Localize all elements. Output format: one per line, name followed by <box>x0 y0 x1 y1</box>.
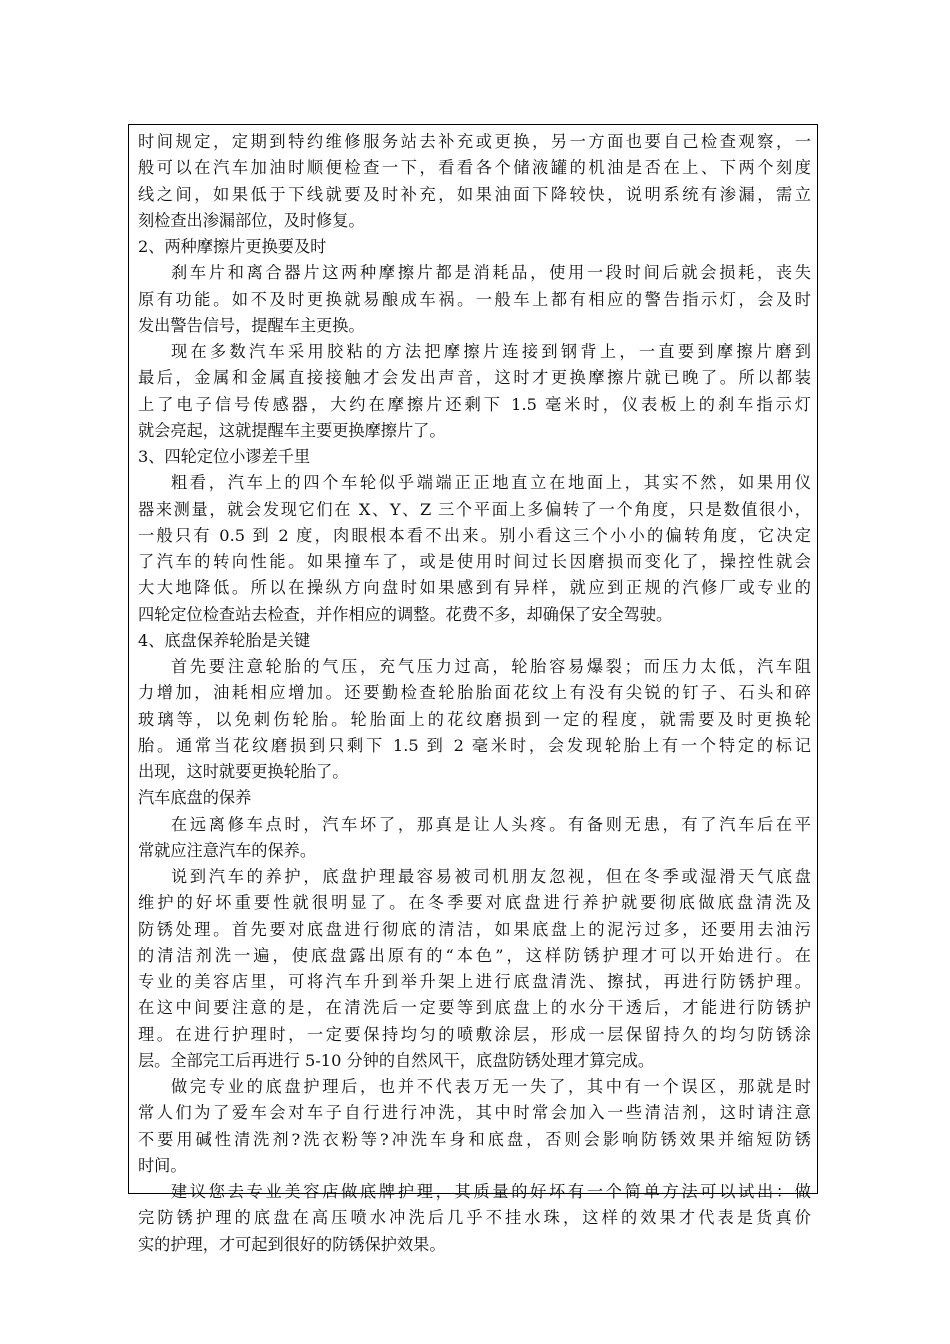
text-line: 器来测量，就会发现它们在 X、Y、Z 三个平面上多偏转了一个角度，只是数值很小， <box>138 499 811 519</box>
text-line: 完防锈护理的底盘在高压喷水冲洗后几乎不挂水珠，这样的效果才代表是货真价 <box>138 1208 811 1228</box>
section-heading: 2、两种摩擦片更换要及时 <box>138 237 327 256</box>
text-line: 建议您去专业美容店做底牌护理，其质量的好坏有一个简单方法可以试出：做 <box>171 1182 811 1201</box>
text-line: 原有功能。如不及时更换就易酿成车祸。一般车上都有相应的警告指示灯，会及时 <box>138 289 811 309</box>
text-line: 防锈处理。首先要对底盘进行彻底的清洁，如果底盘上的泥污过多，还要用去油污 <box>138 919 811 939</box>
text-line: 实的护理，才可起到很好的防锈保护效果。 <box>138 1234 446 1254</box>
text-line: 玻璃等，以免刺伤轮胎。轮胎面上的花纹磨损到一定的程度，就需要及时更换轮 <box>138 709 811 729</box>
text-line: 时间。 <box>138 1155 187 1175</box>
section-heading: 3、四轮定位小谬差千里 <box>138 447 311 466</box>
text-line: 一般只有 0.5 到 2 度，肉眼根本看不出来。别小看这三个小小的偏转角度，它决定 <box>138 525 811 545</box>
text-line: 发出警告信号，提醒车主更换。 <box>138 315 365 335</box>
text-line: 专业的美容店里，可将汽车升到举升架上进行底盘清洗、擦拭，再进行防锈护理。 <box>138 972 811 991</box>
text-line: 在远离修车点时，汽车坏了，那真是让人头疼。有备则无患，有了汽车后在平 <box>171 814 811 834</box>
document-body <box>138 129 811 1258</box>
text-line: 粗看，汽车上的四个车轮似乎端端正正地直立在地面上，其实不然，如果用仪 <box>171 473 811 493</box>
text-line: 般可以在汽车加油时顺便检查一下，看看各个储液罐的机油是否在上、下两个刻度 <box>138 158 811 178</box>
text-line: 就会亮起，这就提醒车主要更换摩擦片了。 <box>138 420 446 440</box>
text-line: 首先要注意轮胎的气压，充气压力过高，轮胎容易爆裂；而压力太低，汽车阻 <box>171 657 811 676</box>
text-line: 上了电子信号传感器，大约在摩擦片还剩下 1.5 毫米时，仪表板上的刹车指示灯 <box>138 394 811 414</box>
text-line: 说到汽车的养护，底盘护理最容易被司机朋友忽视，但在冬季或湿滑天气底盘 <box>171 867 811 886</box>
text-line: 出现，这时就要更换轮胎了。 <box>138 762 349 781</box>
text-line: 维护的好坏重要性就很明显了。在冬季要对底盘进行养护就要彻底做底盘清洗及 <box>138 893 811 913</box>
section-heading: 4、底盘保养轮胎是关键 <box>138 630 311 650</box>
text-line: 现在多数汽车采用胶粘的方法把摩擦片连接到钢背上，一直要到摩擦片磨到 <box>171 342 811 361</box>
text-line: 力增加，油耗相应增加。还要勤检查轮胎胎面花纹上有没有尖锐的钉子、石头和碎 <box>138 683 811 703</box>
text-line: 四轮定位检查站去检查，并作相应的调整。花费不多，却确保了安全驾驶。 <box>138 604 673 624</box>
text-line: 常就应注意汽车的保养。 <box>138 840 317 860</box>
text-line: 常人们为了爱车会对车子自行进行冲洗，其中时常会加入一些清洁剂，这时请注意 <box>138 1103 811 1123</box>
document-frame <box>128 124 818 1254</box>
text-line: 层。全部完工后再进行 5-10 分钟的自然风干，底盘防锈处理才算完成。 <box>138 1050 655 1070</box>
section-heading: 汽车底盘的保养 <box>138 788 252 808</box>
text-line: 刻检查出渗漏部位，及时修复。 <box>138 210 365 230</box>
text-line: 胎。通常当花纹磨损到只剩下 1.5 到 2 毫米时，会发现轮胎上有一个特定的标记 <box>138 735 811 755</box>
text-line: 最后，金属和金属直接接触才会发出声音，这时才更换摩擦片就已晚了。所以都装 <box>138 368 811 388</box>
text-line: 的清洁剂洗一遍，使底盘露出原有的“本色”，这样防锈护理才可以开始进行。在 <box>138 945 811 965</box>
text-line: 刹车片和离合器片这两种摩擦片都是消耗品，使用一段时间后就会损耗，丧失 <box>171 263 811 283</box>
text-line: 在这中间要注意的是，在清洗后一定要等到底盘上的水分干透后，才能进行防锈护 <box>138 998 811 1018</box>
text-line: 线之间，如果低于下线就要及时补充，如果油面下降较快，说明系统有渗漏，需立 <box>138 184 811 204</box>
text-line: 不要用碱性清洗剂?洗衣粉等?冲洗车身和底盘，否则会影响防锈效果并缩短防锈 <box>138 1129 811 1149</box>
text-line: 时间规定，定期到特约维修服务站去补充或更换，另一方面也要自己检查观察，一 <box>138 132 811 151</box>
text-line: 理。在进行护理时，一定要保持均匀的喷敷涂层，形成一层保留持久的均匀防锈涂 <box>138 1024 811 1044</box>
text-line: 了汽车的转向性能。如果撞车了，或是使用时间过长因磨损而变化了，操控性就会 <box>138 552 811 571</box>
text-line: 做完专业的底盘护理后，也并不代表万无一失了，其中有一个误区，那就是时 <box>171 1077 811 1096</box>
text-line: 大大地降低。所以在操纵方向盘时如果感到有异样，就应到正规的汽修厂或专业的 <box>138 578 811 598</box>
